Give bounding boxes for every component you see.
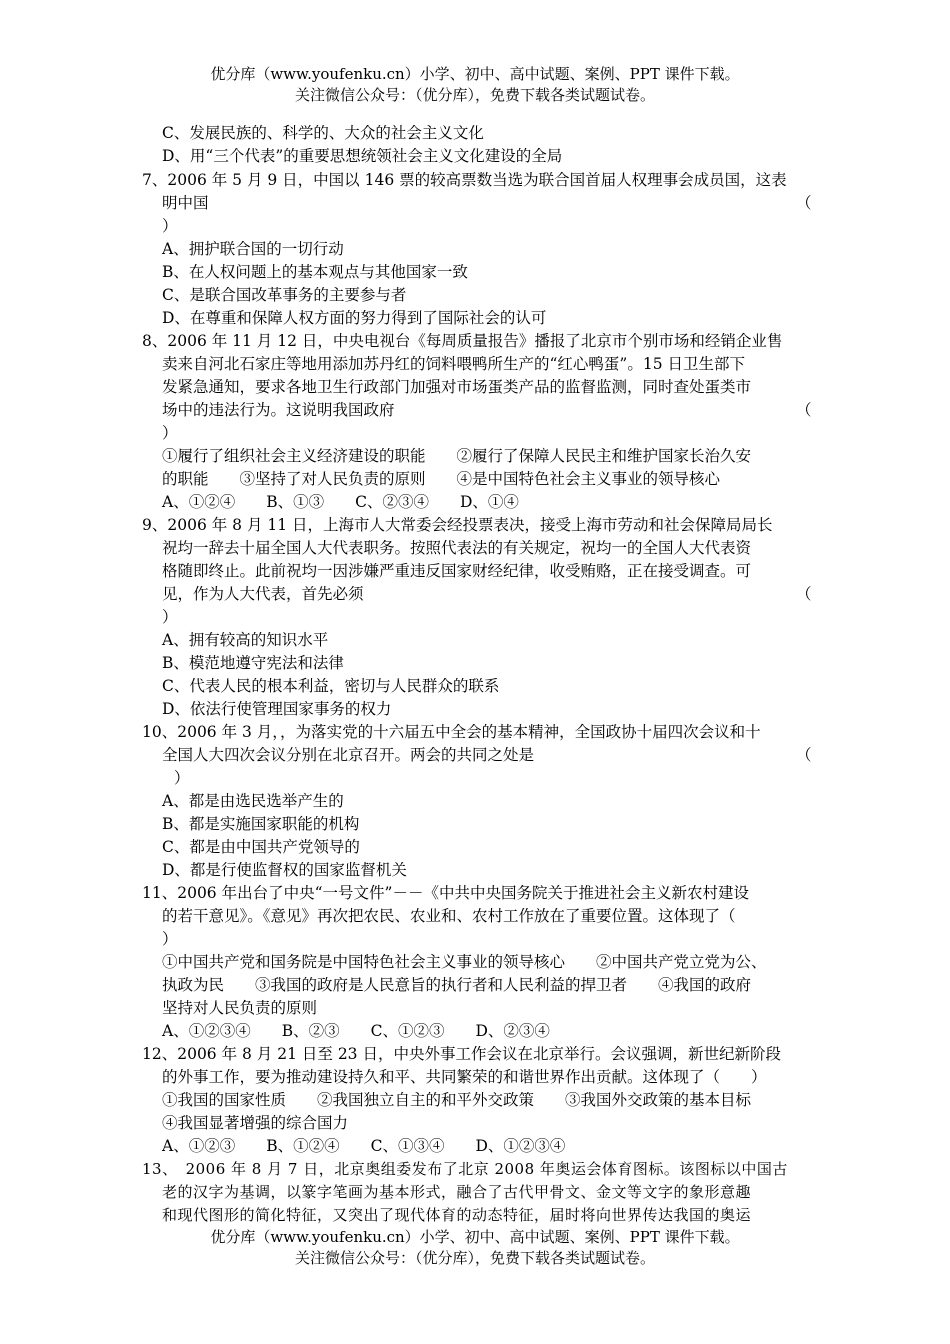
q7-stem-line-1: 7、2006 年 5 月 9 日，中国以 146 票的较高票数当选为联合国首届人权理事会成员国，这表 bbox=[142, 171, 787, 189]
q8-stem-line-3: 发紧急通知，要求各地卫生行政部门加强对市场蛋类产品的监督监测，同时查处蛋类市 bbox=[162, 378, 752, 396]
q7-answer-paren-close: ） bbox=[162, 217, 178, 235]
q8-answer-paren-close: ） bbox=[162, 424, 178, 442]
q9-stem-line-3: 格随即终止。此前祝均一因涉嫌严重违反国家财经纪律，收受贿赂，正在接受调查。可 bbox=[162, 562, 752, 580]
q7-option-a: A、拥护联合国的一切行动 bbox=[162, 240, 344, 258]
q10-stem-line-2: 全国人大四次会议分别在北京召开。两会的共同之处是 bbox=[162, 746, 535, 764]
q7-answer-paren-open: （ bbox=[796, 194, 812, 212]
q7-option-c: C、是联合国改革事务的主要参与者 bbox=[162, 286, 407, 304]
q7-option-b: B、在人权问题上的基本观点与其他国家一致 bbox=[162, 263, 468, 281]
q10-answer-paren-close: ） bbox=[174, 769, 190, 787]
q8-stem-line-1: 8、2006 年 11 月 12 日，中央电视台《每周质量报告》播报了北京市个别市场和经销企业售 bbox=[142, 332, 783, 350]
q9-option-b: B、模范地遵守宪法和法律 bbox=[162, 654, 344, 672]
q7-stem-line-2: 明中国 bbox=[162, 194, 209, 212]
page-header bbox=[0, 64, 950, 106]
q10-option-b: B、都是实施国家职能的机构 bbox=[162, 815, 360, 833]
q10-stem-line-1: 10、2006 年 3 月，，为落实党的十六届五中全会的基本精神，全国政协十届四次会议和十 bbox=[142, 723, 761, 741]
q9-stem-line-4: 见，作为人大代表，首先必须 bbox=[162, 585, 364, 603]
q12-stem-line-2: 的外事工作，要为推动建设持久和平、共同繁荣的和谐世界作出贡献。这体现了（ ） bbox=[162, 1068, 767, 1086]
q12-items-line-2: ④我国显著增强的综合国力 bbox=[162, 1114, 349, 1132]
q8-stem-line-4: 场中的违法行为。这说明我国政府 bbox=[162, 401, 395, 419]
q12-items-line-1: ①我国的国家性质 ②我国独立自主的和平外交政策 ③我国外交政策的基本目标 bbox=[162, 1091, 752, 1109]
q9-answer-paren-close: ） bbox=[162, 608, 178, 626]
q8-answer-paren-open: （ bbox=[796, 401, 812, 419]
q13-stem-line-1: 13、 2006 年 8 月 7 日，北京奥组委发布了北京 2008 年奥运会体育图标。该图标以中国古 bbox=[142, 1160, 788, 1178]
header-line-1: 优分库（www.youfenku.cn）小学、初中、高中试题、案例、PPT 课件下载。 bbox=[210, 65, 740, 83]
q10-option-d: D、都是行使监督权的国家监督机关 bbox=[162, 861, 407, 879]
q11-stem-line-2: 的若干意见》。《意见》再次把农民、农业和、农村工作放在了重要位置。这体现了（ bbox=[162, 907, 736, 925]
q8-choices: A、①②④ B、①③ C、②③④ D、①④ bbox=[162, 493, 519, 511]
q8-items-line-1: ①履行了组织社会主义经济建设的职能 ②履行了保障人民民主和维护国家长治久安 bbox=[162, 447, 752, 465]
q12-stem-line-1: 12、2006 年 8 月 21 日至 23 日，中央外事工作会议在北京举行。会议强调，新世纪新阶段 bbox=[142, 1045, 781, 1063]
q11-items-line-2: 执政为民 ③我国的政府是人民意旨的执行者和人民利益的捍卫者 ④我国的政府 bbox=[162, 976, 752, 994]
footer-line-2: 关注微信公众号：（优分库），免费下载各类试题试卷。 bbox=[294, 1249, 655, 1267]
q7-option-d: D、在尊重和保障人权方面的努力得到了国际社会的认可 bbox=[162, 309, 547, 327]
header-line-2: 关注微信公众号：（优分库），免费下载各类试题试卷。 bbox=[294, 86, 655, 104]
q13-stem-line-3: 和现代图形的简化特征，又突出了现代体育的动态特征，届时将向世界传达我国的奥运 bbox=[162, 1206, 752, 1224]
q10-option-c: C、都是由中国共产党领导的 bbox=[162, 838, 360, 856]
q9-option-d: D、依法行使管理国家事务的权力 bbox=[162, 700, 392, 718]
q6-option-c: C、发展民族的、科学的、大众的社会主义文化 bbox=[162, 124, 484, 142]
q9-stem-line-1: 9、2006 年 8 月 11 日，上海市人大常委会经投票表决，接受上海市劳动和社会保障局局长 bbox=[142, 516, 773, 534]
q13-stem-line-2: 老的汉字为基调，以篆字笔画为基本形式，融合了古代甲骨文、金文等文字的象形意趣 bbox=[162, 1183, 752, 1201]
q6-option-d: D、用“三个代表”的重要思想统领社会主义文化建设的全局 bbox=[162, 147, 563, 165]
q12-choices: A、①②③ B、①②④ C、①③④ D、①②③④ bbox=[162, 1137, 566, 1155]
q10-option-a: A、都是由选民选举产生的 bbox=[162, 792, 344, 810]
q8-stem-line-2: 卖来自河北石家庄等地用添加苏丹红的饲料喂鸭所生产的“红心鸭蛋”。15 日卫生部下 bbox=[162, 355, 746, 373]
q8-items-line-2: 的职能 ③坚持了对人民负责的原则 ④是中国特色社会主义事业的领导核心 bbox=[162, 470, 721, 488]
q11-items-line-3: 坚持对人民负责的原则 bbox=[162, 999, 318, 1017]
footer-line-1: 优分库（www.youfenku.cn）小学、初中、高中试题、案例、PPT 课件下载。 bbox=[210, 1228, 740, 1246]
q9-stem-line-2: 祝均一辞去十届全国人大代表职务。按照代表法的有关规定，祝均一的全国人大代表资 bbox=[162, 539, 752, 557]
page-footer bbox=[0, 1227, 950, 1269]
q9-option-a: A、拥有较高的知识水平 bbox=[162, 631, 329, 649]
q9-option-c: C、代表人民的根本利益，密切与人民群众的联系 bbox=[162, 677, 500, 695]
q11-items-line-1: ①中国共产党和国务院是中国特色社会主义事业的领导核心 ②中国共产党立党为公、 bbox=[162, 953, 767, 971]
q11-choices: A、①②③④ B、②③ C、①②③ D、②③④ bbox=[162, 1022, 550, 1040]
q9-answer-paren-open: （ bbox=[796, 585, 812, 603]
q10-answer-paren-open: （ bbox=[796, 746, 812, 764]
q11-answer-paren-close: ） bbox=[162, 930, 178, 948]
q11-stem-line-1: 11、2006 年出台了中央“一号文件”－－《中共中央国务院关于推进社会主义新农村建设 bbox=[142, 884, 749, 902]
